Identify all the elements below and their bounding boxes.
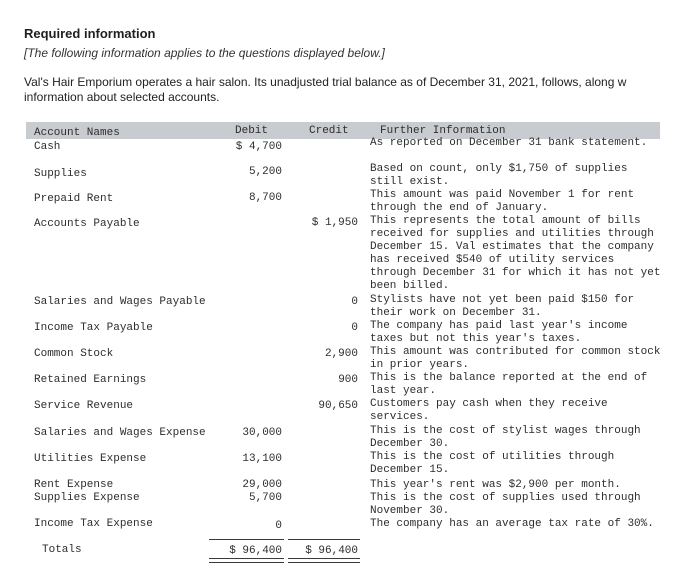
header-credit: Credit (309, 125, 349, 137)
row-account: Accounts Payable (34, 218, 140, 230)
row-account: Prepaid Rent (34, 193, 114, 205)
row-credit: 0 (351, 322, 358, 334)
row-credit: 0 (351, 296, 358, 308)
row-info: This is the cost of stylist wages through December 30. (370, 425, 641, 450)
header-debit: Debit (235, 125, 269, 137)
instructions-note: [The following information applies to the questions displayed below.] (24, 46, 385, 60)
debit-total-rule (209, 539, 284, 540)
row-info: The company has paid last year's income taxes but not this year's taxes. (370, 320, 628, 345)
row-info: Based on count, only $1,750 of supplies still exist. (370, 163, 628, 188)
row-credit: 2,900 (324, 348, 358, 360)
row-account: Service Revenue (34, 400, 134, 412)
row-account: Income Tax Payable (34, 322, 153, 334)
row-info: This amount was paid November 1 for rent through the end of January. (370, 189, 635, 214)
row-info: This year's rent was $2,900 per month. (370, 479, 621, 491)
credit-double-rule (288, 558, 360, 563)
row-info: This is the cost of utilities through December 15. (370, 451, 615, 476)
intro-line-2: information about selected accounts. (24, 90, 220, 104)
row-info: Customers pay cash when they receive services. (370, 398, 608, 423)
row-info: This is the balance reported at the end of last year. (370, 372, 648, 397)
row-credit: 90,650 (318, 400, 358, 412)
row-info: The company has an average tax rate of 30%. (370, 518, 654, 530)
row-debit: 29,000 (242, 479, 282, 491)
totals-debit: $ 96,400 (229, 545, 282, 557)
totals-label: Totals (42, 544, 82, 556)
row-account: Common Stock (34, 348, 114, 360)
row-credit: $ 1,950 (311, 217, 358, 229)
intro-line-1: Val's Hair Emporium operates a hair salon. Its unadjusted trial balance as of December 31, 2021, follows, along w (24, 75, 627, 89)
row-debit: 0 (275, 520, 282, 532)
totals-credit: $ 96,400 (305, 545, 358, 557)
section-heading: Required information (24, 26, 156, 41)
row-info: This is the cost of supplies used through November 30. (370, 492, 641, 517)
row-account: Rent Expense (34, 479, 114, 491)
row-account: Salaries and Wages Expense (34, 427, 206, 439)
row-account: Salaries and Wages Payable (34, 296, 206, 308)
row-debit: 5,200 (248, 166, 282, 178)
credit-total-rule (288, 539, 360, 540)
row-account: Retained Earnings (34, 374, 147, 386)
row-info: This represents the total amount of bills received for supplies and utilities through December 15. Val estimates that the company has received $540 of utility services through December 31 for which it has not yet been billed. (370, 215, 661, 292)
row-account: Supplies (34, 168, 87, 180)
row-info: This amount was contributed for common stock in prior years. (370, 346, 661, 371)
row-debit: $ 4,700 (235, 141, 282, 153)
debit-double-rule (209, 558, 284, 563)
row-account: Income Tax Expense (34, 518, 153, 530)
header-account: Account Names (34, 127, 120, 139)
row-credit: 900 (338, 374, 358, 386)
row-debit: 5,700 (248, 492, 282, 504)
row-info: Stylists have not yet been paid $150 for their work on December 31. (370, 294, 635, 319)
row-debit: 13,100 (242, 453, 282, 465)
row-debit: 8,700 (248, 192, 282, 204)
row-account: Supplies Expense (34, 492, 140, 504)
row-account: Cash (34, 141, 61, 153)
row-info: As reported on December 31 bank statement. (370, 137, 648, 149)
row-account: Utilities Expense (34, 453, 147, 465)
row-debit: 30,000 (242, 427, 282, 439)
header-info: Further Information (380, 125, 506, 137)
